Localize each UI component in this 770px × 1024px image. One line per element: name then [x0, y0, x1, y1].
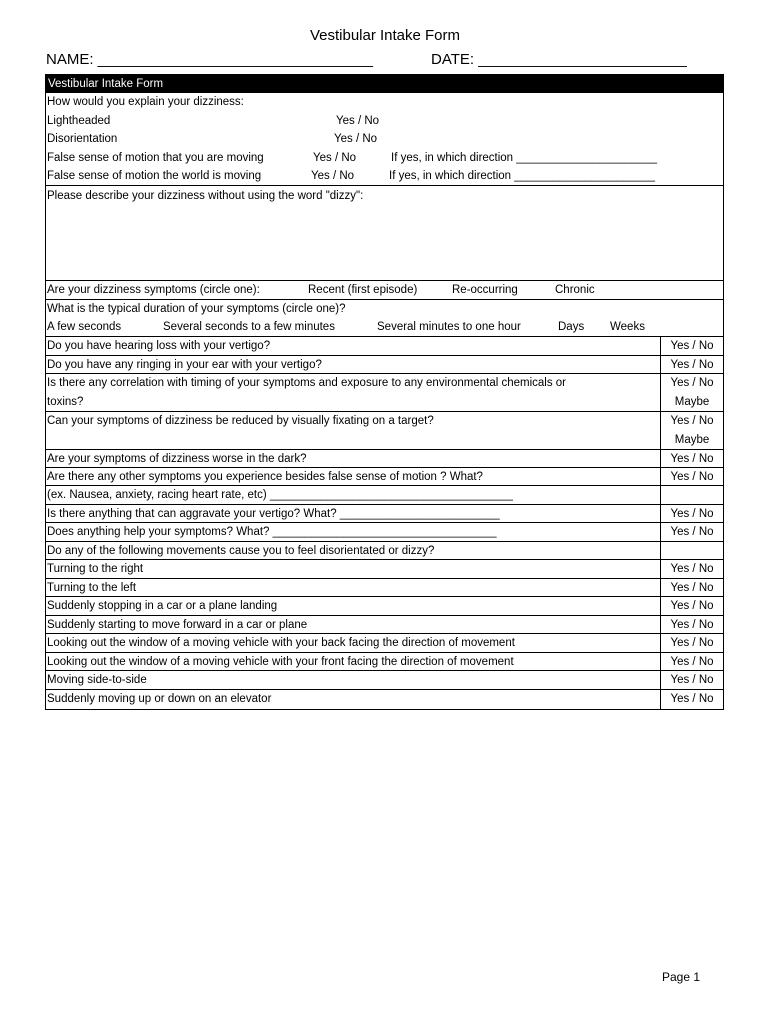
- lightheaded-label: Lightheaded: [47, 115, 111, 127]
- describe-box[interactable]: [46, 185, 723, 281]
- describe-prompt: Please describe your dizziness without using the word "dizzy":: [47, 190, 364, 202]
- question-other-example[interactable]: (ex. Nausea, anxiety, racing heart rate, etc) ______________________________________: [47, 489, 513, 501]
- motion-world-label: False sense of motion the world is moving: [47, 170, 262, 182]
- duration-weeks[interactable]: Weeks: [610, 321, 645, 333]
- question-chemicals: Is there any correlation with timing of your symptoms and exposure to any environmental chemicals or: [47, 377, 567, 389]
- disorientation-label: Disorientation: [47, 133, 118, 145]
- movement-right: Turning to the right: [47, 563, 144, 575]
- question-fixate: Can your symptoms of dizziness be reduced by visually fixating on a target?: [47, 415, 434, 427]
- ringing-yes-no[interactable]: Yes / No: [670, 359, 714, 371]
- name-field[interactable]: NAME: _________________________________: [46, 51, 373, 68]
- movement-stop-row: [46, 597, 723, 616]
- duration-row: [46, 300, 723, 337]
- chemicals-yes-no[interactable]: Yes / No: [670, 377, 714, 389]
- hearing-yes-no[interactable]: Yes / No: [670, 340, 714, 352]
- symptoms-type-row: [46, 281, 723, 300]
- motion-self-yes-no[interactable]: Yes / No: [313, 152, 357, 164]
- form-title: Vestibular Intake Form: [309, 27, 461, 44]
- duration-few-seconds[interactable]: A few seconds: [47, 321, 122, 333]
- side-yes-no[interactable]: Yes / No: [670, 674, 714, 686]
- question-other-example-row: [46, 486, 723, 505]
- question-hearing: Do you have hearing loss with your vertigo?: [47, 340, 271, 352]
- question-other-row: [46, 468, 723, 486]
- question-dark-row: [46, 450, 723, 468]
- elevator-yes-no[interactable]: Yes / No: [670, 693, 714, 705]
- aggravate-yes-no[interactable]: Yes / No: [670, 508, 714, 520]
- movement-elevator: Suddenly moving up or down on an elevator: [47, 693, 272, 705]
- question-aggravate-row: [46, 505, 723, 523]
- symptoms-prompt: Are your dizziness symptoms (circle one):: [47, 284, 260, 296]
- question-help[interactable]: Does anything help your symptoms? What? ___________________________________: [47, 526, 497, 538]
- duration-prompt: What is the typical duration of your symptoms (circle one)?: [47, 303, 346, 315]
- question-ringing-row: [46, 356, 723, 374]
- explain-prompt: How would you explain your dizziness:: [47, 96, 244, 108]
- explain-block: [46, 93, 723, 185]
- movement-left-row: [46, 579, 723, 597]
- left-yes-no[interactable]: Yes / No: [670, 582, 714, 594]
- name-date-line: [46, 51, 726, 68]
- duration-days[interactable]: Days: [558, 321, 585, 333]
- movement-front-row: [46, 653, 723, 671]
- question-help-row: [46, 523, 723, 542]
- date-field[interactable]: DATE: _________________________: [431, 51, 687, 68]
- question-movements-row: [46, 542, 723, 560]
- back-yes-no[interactable]: Yes / No: [670, 637, 714, 649]
- motion-self-direction[interactable]: If yes, in which direction ______________________: [391, 152, 657, 164]
- question-hearing-row: [46, 337, 723, 356]
- motion-world-direction[interactable]: If yes, in which direction ______________________: [389, 170, 655, 182]
- option-chronic[interactable]: Chronic: [555, 284, 595, 296]
- section-header: Vestibular Intake Form: [46, 75, 723, 93]
- question-chemicals-cont: toxins?: [47, 396, 84, 408]
- option-recent[interactable]: Recent (first episode): [308, 284, 418, 296]
- duration-minutes-to-hour[interactable]: Several minutes to one hour: [377, 321, 521, 333]
- movement-front: Looking out the window of a moving vehicle with your front facing the direction of movement: [47, 656, 514, 668]
- fixate-yes-no[interactable]: Yes / No: [670, 415, 714, 427]
- question-ringing: Do you have any ringing in your ear with your vertigo?: [47, 359, 322, 371]
- stop-yes-no[interactable]: Yes / No: [670, 600, 714, 612]
- question-other: Are there any other symptoms you experience besides false sense of motion ? What?: [47, 471, 483, 483]
- movement-elevator-row: [46, 690, 723, 709]
- movement-start-row: [46, 616, 723, 634]
- movement-side-row: [46, 671, 723, 690]
- question-dark: Are your symptoms of dizziness worse in the dark?: [47, 453, 307, 465]
- other-yes-no[interactable]: Yes / No: [670, 471, 714, 483]
- page-number: Page 1: [662, 970, 701, 984]
- chemicals-maybe[interactable]: Maybe: [674, 396, 710, 408]
- question-movements: Do any of the following movements cause you to feel disorientated or dizzy?: [47, 545, 435, 557]
- movement-back: Looking out the window of a moving vehicle with your back facing the direction of movement: [47, 637, 515, 649]
- motion-world-yes-no[interactable]: Yes / No: [311, 170, 355, 182]
- intake-form-table: [45, 74, 724, 710]
- fixate-maybe[interactable]: Maybe: [674, 434, 710, 446]
- front-yes-no[interactable]: Yes / No: [670, 656, 714, 668]
- movement-right-row: [46, 560, 723, 579]
- movement-stop: Suddenly stopping in a car or a plane landing: [47, 600, 278, 612]
- lightheaded-yes-no[interactable]: Yes / No: [336, 115, 380, 127]
- dark-yes-no[interactable]: Yes / No: [670, 453, 714, 465]
- movement-left: Turning to the left: [47, 582, 137, 594]
- disorientation-yes-no[interactable]: Yes / No: [334, 133, 378, 145]
- start-yes-no[interactable]: Yes / No: [670, 619, 714, 631]
- question-aggravate[interactable]: Is there anything that can aggravate your vertigo? What? _________________________: [47, 508, 500, 520]
- option-recurring[interactable]: Re-occurring: [452, 284, 518, 296]
- right-yes-no[interactable]: Yes / No: [670, 563, 714, 575]
- motion-self-label: False sense of motion that you are moving: [47, 152, 264, 164]
- movement-side: Moving side-to-side: [47, 674, 147, 686]
- help-yes-no[interactable]: Yes / No: [670, 526, 714, 538]
- question-chemicals-row: [46, 374, 723, 412]
- question-fixate-row: [46, 412, 723, 450]
- movement-back-row: [46, 634, 723, 653]
- duration-seconds-to-minutes[interactable]: Several seconds to a few minutes: [163, 321, 335, 333]
- movement-start: Suddenly starting to move forward in a car or plane: [47, 619, 308, 631]
